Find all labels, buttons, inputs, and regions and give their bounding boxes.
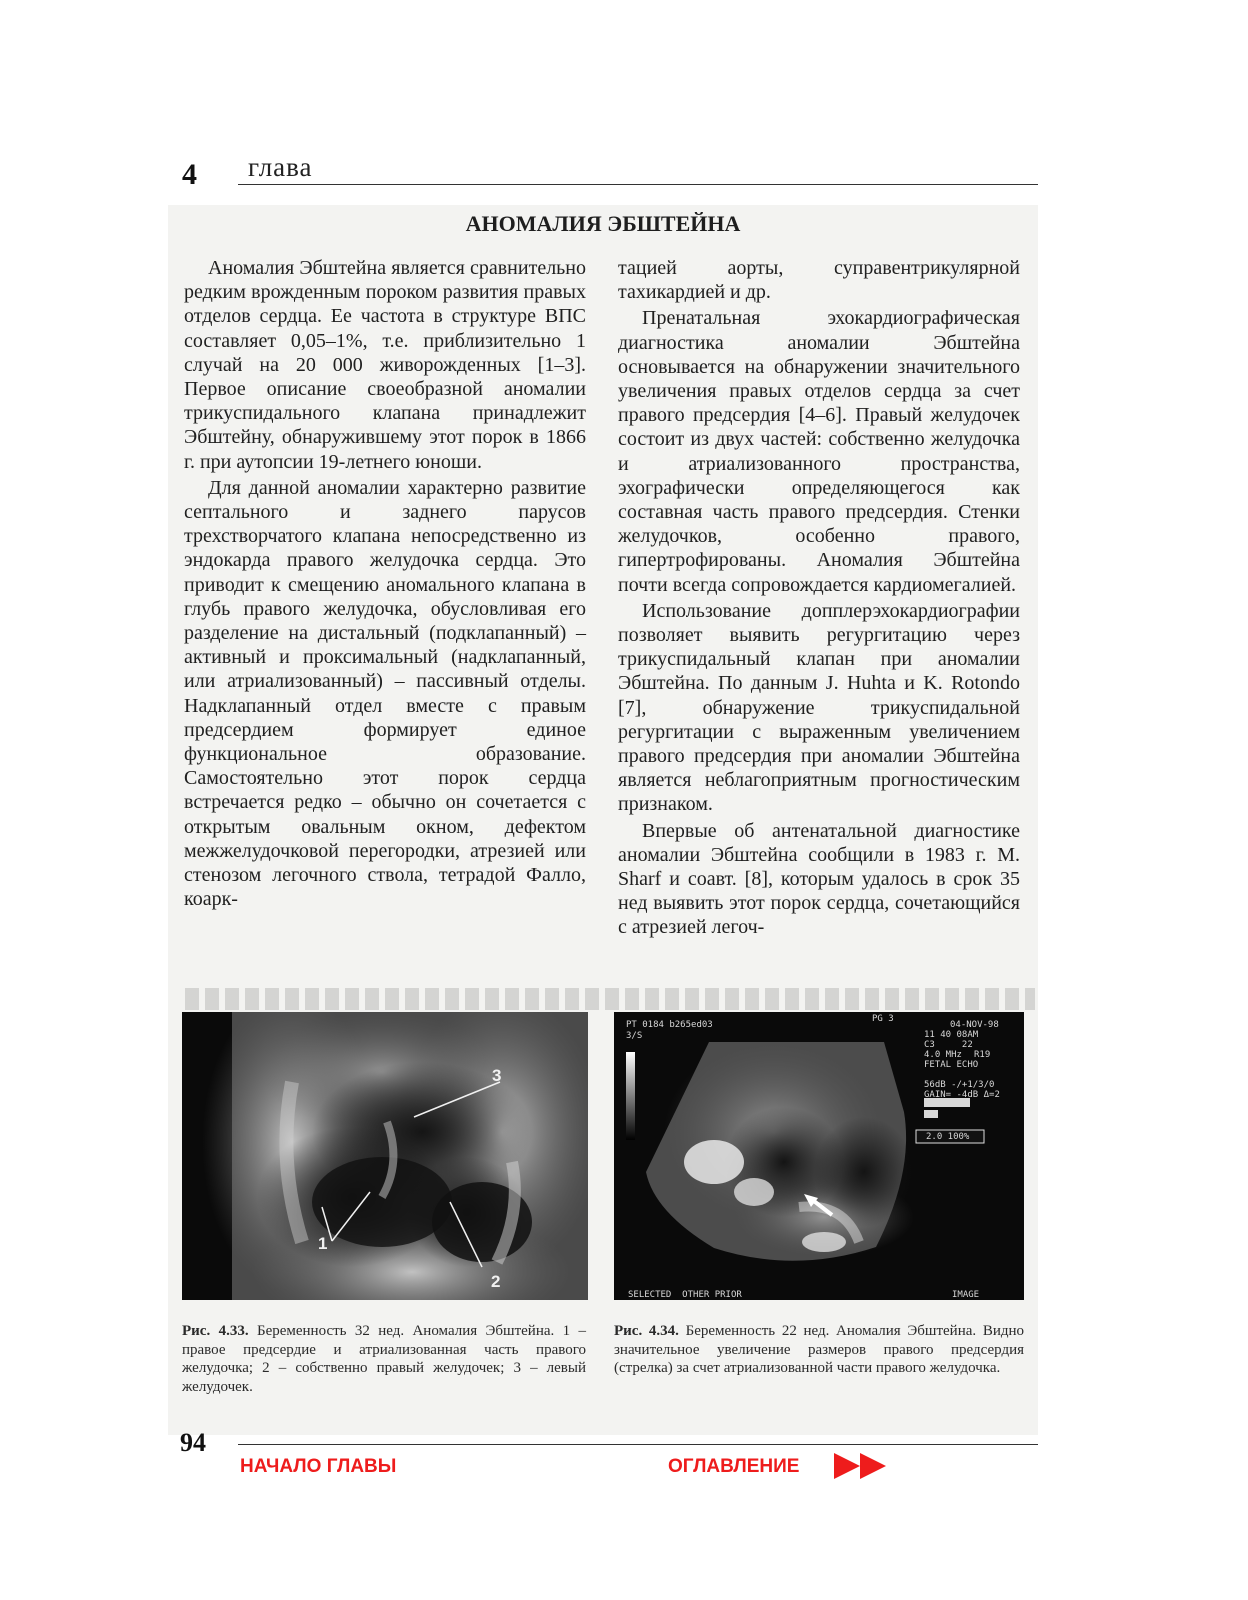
article-title: АНОМАЛИЯ ЭБШТЕЙНА — [465, 211, 741, 236]
table-of-contents-link[interactable]: ОГЛАВЛЕНИЕ — [668, 1456, 800, 1477]
us-bottom-right: IMAGE — [952, 1290, 980, 1300]
us-frequency: 4.0 MHz — [924, 1050, 962, 1060]
caption-text: Беременность 22 нед. Аномалия Эбштейна. Видно значительное увеличение размеров правого предсердия (стрелка) за счет атриализованной части правого желудочка. — [614, 1323, 1025, 1376]
paragraph: Для данной аномалии характерно развитие септального и заднего парусов трехстворчатого клапана непосредственно из эндокарда правого желудочка сердца. Это приводит к смещению аномального клапана в глубь правого желудочка, обусловливая его разделение на дистальный (подклапанный) – активный и проксимальный (надклапанный, или атриализованный) – пассивный отделы. Надклапанный отдел вместе с правым предсердием формирует единое функциональное образование. Самостоятельно этот порок сердца встречается редко – обычно он сочетается с открытым овальным окном, дефектом межжелудочковой перегородки, атрезией или стенозом легочного ствола, тетрадой Фалло, коарк- — [184, 476, 586, 911]
ultrasound-image-4-34 — [614, 1012, 1024, 1300]
paragraph: Впервые об антенатальной диагностике аномалии Эбштейна сообщили в 1983 г. M. Sharf и соавт. [8], которым удалось в срок 35 нед выявить этот порок сердца, сочетающийся с атрезией легоч- — [618, 819, 1020, 939]
us-exam: FETAL ECHO — [924, 1060, 979, 1070]
chapter-number: 4 — [182, 158, 197, 191]
double-right-arrow-icon[interactable] — [834, 1451, 890, 1481]
header-rule — [238, 184, 1038, 185]
figure-label-1: 1 — [318, 1234, 328, 1253]
text-column-left — [184, 256, 586, 911]
paragraph: Пренатальная эхокардиографическая диагностика аномалии Эбштейна основывается на обнаружении значительного увеличения правых отделов сердца за счет правого предсердия [4–6]. Правый желудочек состоит из двух частей: собственно желудочка и атриализованного пространства, эхографически определяющегося как составная часть правого предсердия. Стенки желудочков, особенно правого, гипертрофированы. Аномалия Эбштейна почти всегда сопровождается кардиомегалией. — [618, 307, 1020, 596]
ultrasound-drawing — [182, 1012, 588, 1300]
us-patient-id: PT 0184 b265ed03 — [626, 1020, 713, 1030]
caption-label: Рис. 4.34. — [614, 1323, 679, 1339]
us-bottom-left: SELECTED OTHER PRIOR — [628, 1290, 742, 1300]
figure-label-3: 3 — [492, 1066, 502, 1085]
caption-label: Рис. 4.33. — [182, 1323, 249, 1339]
page-number: 94 — [180, 1428, 206, 1457]
figure-caption-4-34 — [614, 1322, 1024, 1378]
caption-text: Беременность 32 нед. Аномалия Эбштейна. 1 – правое предсердие и атриализованная часть правого желудочка; 2 – собственно правый желудочек; 3 – левый желудочек. — [182, 1323, 586, 1395]
figure-caption-4-33 — [182, 1322, 586, 1396]
us-r: R19 — [974, 1050, 991, 1060]
us-c3: C3 22 — [924, 1040, 973, 1050]
chapter-start-link[interactable]: НАЧАЛО ГЛАВЫ — [240, 1456, 397, 1477]
bleed-through-strip — [185, 988, 1035, 1010]
chapter-word: глава — [248, 152, 313, 182]
ultrasound-image-4-33 — [182, 1012, 588, 1300]
us-db: 56dB -/+1/3/0 — [924, 1080, 995, 1090]
us-date: 04-NOV-98 — [950, 1020, 999, 1030]
figure-label-2: 2 — [491, 1272, 501, 1291]
text-column-right — [618, 256, 1020, 940]
footer-rule — [238, 1444, 1038, 1445]
us-zoom: 2.0 100% — [926, 1132, 970, 1142]
paragraph: Аномалия Эбштейна является сравнительно редким врожденным пороком развития правых отделов сердца. Ее частота в структуре ВПС составляет 0,05–1%, т.е. приблизительно 1 случай на 20 000 живорожденных [1–3]. Первое описание своеобразной аномалии трикуспидального клапана принадлежит Эбштейну, обнаружившему этот порок в 1866 г. при аутопсии 19-летнего юноши. — [184, 257, 586, 473]
us-time: 11 40 08AM — [924, 1030, 979, 1040]
paragraph: Использование допплерэхокардиографии позволяет выявить регургитацию через трикуспидальный клапан при аномалии Эбштейна. По данным J. Huhta и K. Rotondo [7], обнаружение трикуспидальной регургитации с выраженным увеличением правого предсердия при аномалии Эбштейна является неблагоприятным прогностическим признаком. — [618, 599, 1020, 816]
paragraph: тацией аорты, суправентрикулярной тахикардией и др. — [618, 257, 1020, 304]
us-page: PG 3 — [872, 1014, 894, 1024]
us-mode: 3/S — [626, 1031, 643, 1041]
ultrasound-drawing — [614, 1012, 1024, 1300]
us-gain: GAIN= -4dB Δ=2 — [924, 1090, 1000, 1100]
